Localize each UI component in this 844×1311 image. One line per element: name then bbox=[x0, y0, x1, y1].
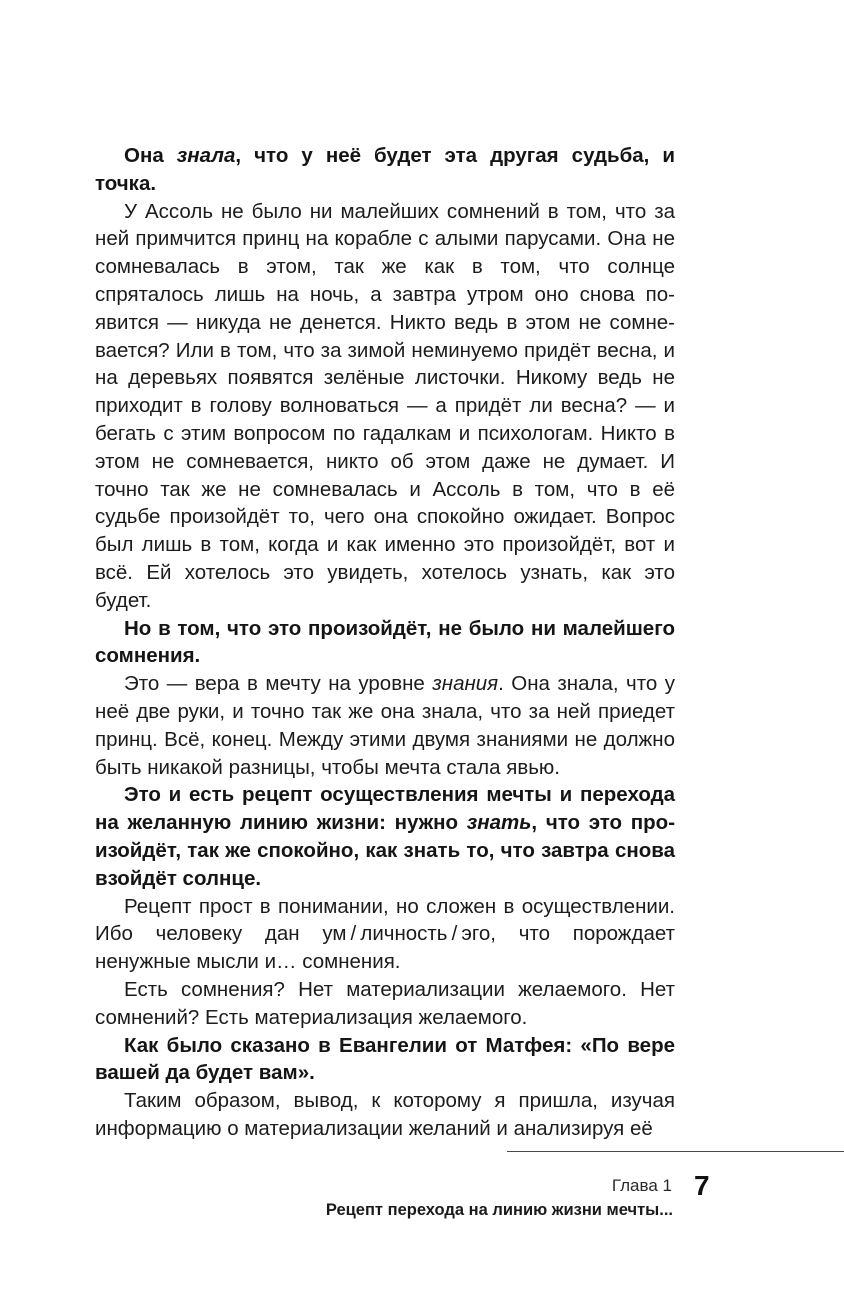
paragraph bbox=[95, 198, 675, 615]
body-text bbox=[95, 142, 675, 1143]
italic-emphasis: знать bbox=[466, 811, 532, 835]
paragraph bbox=[95, 976, 675, 1032]
chapter-label: Глава 1 bbox=[611, 1176, 672, 1195]
paragraph bbox=[95, 1087, 675, 1143]
text-segment: Рецепт прост в понимании, но сложен в осуществлении. Ибо человеку дан ум / личность / эго, что порождает ненужные мысли и… сомнения. bbox=[95, 894, 675, 974]
page-number: 7 bbox=[694, 1170, 710, 1201]
text-segment: Есть сомнения? Нет материализации желаемого. Нет сомнений? Есть материализация желаемого. bbox=[95, 977, 675, 1029]
text-segment: Как было сказано в Евангелии от Матфея: «По вере вашей да будет вам». bbox=[95, 1033, 675, 1085]
italic-emphasis: знала bbox=[176, 144, 236, 167]
text-segment: Это и есть рецепт осуществления мечты и перехода на желанную линию жизни: нужно bbox=[95, 783, 675, 835]
paragraph bbox=[95, 615, 675, 671]
text-segment: Но в том, что это произойдёт, не было ни малейшего сомнения. bbox=[95, 616, 675, 668]
running-title: Рецепт перехода на линию жизни мечты... bbox=[325, 1201, 673, 1219]
footer-divider bbox=[507, 1151, 844, 1152]
text-segment: У Ассоль не было ни малейших сомнений в том, что за ней примчится принц на корабле с алыми парусами. Она не сомневалась в этом, так же как в том, что солнце спряталось лишь на ночь, а завтра утром оно снова появится — никуда не денется. Никто ведь в этом не сомневается? Или в том, что за зимой неминуемо придёт весна, и на деревьях появятся зелёные листочки. Никому ведь не приходит в голову волноваться — а придёт ли весна? — и бегать с этим вопросом по гадалкам и психологам. Никто в этом не сомневается, никто об этом даже не думает. И точно так же не сомневалась и Ассоль в том, что в её судьбе произойдёт то, чего она спокойно ожидает. Вопрос был лишь в том, когда и как именно это произойдёт, вот и всё. Ей хотелось это увидеть, хотелось узнать, как это будет. bbox=[95, 199, 675, 612]
paragraph bbox=[95, 1032, 675, 1088]
text-segment: Она bbox=[124, 144, 177, 167]
paragraph bbox=[95, 142, 675, 198]
paragraph bbox=[95, 670, 675, 781]
text-segment: , что это произойдёт, так же спокойно, как знать то, что завтра снова взойдёт солнце. bbox=[95, 811, 676, 890]
paragraph bbox=[95, 893, 675, 976]
paragraph bbox=[95, 781, 675, 892]
text-segment: . Она знала, что у неё две руки, и точно так же она знала, что за ней приедет принц. Всё, конец. Между этими двумя знаниями не должно быть никакой разницы, чтобы мечта стала явью. bbox=[95, 672, 675, 779]
text-segment: , что у неё будет эта другая судьба, и точка. bbox=[95, 144, 675, 195]
text-segment: Таким образом, вывод, к которому я пришла, изучая информацию о материализации желаний и анализируя её bbox=[95, 1089, 675, 1140]
italic-emphasis: знания bbox=[432, 672, 499, 696]
text-segment: Это — вера в мечту на уровне bbox=[124, 672, 433, 696]
